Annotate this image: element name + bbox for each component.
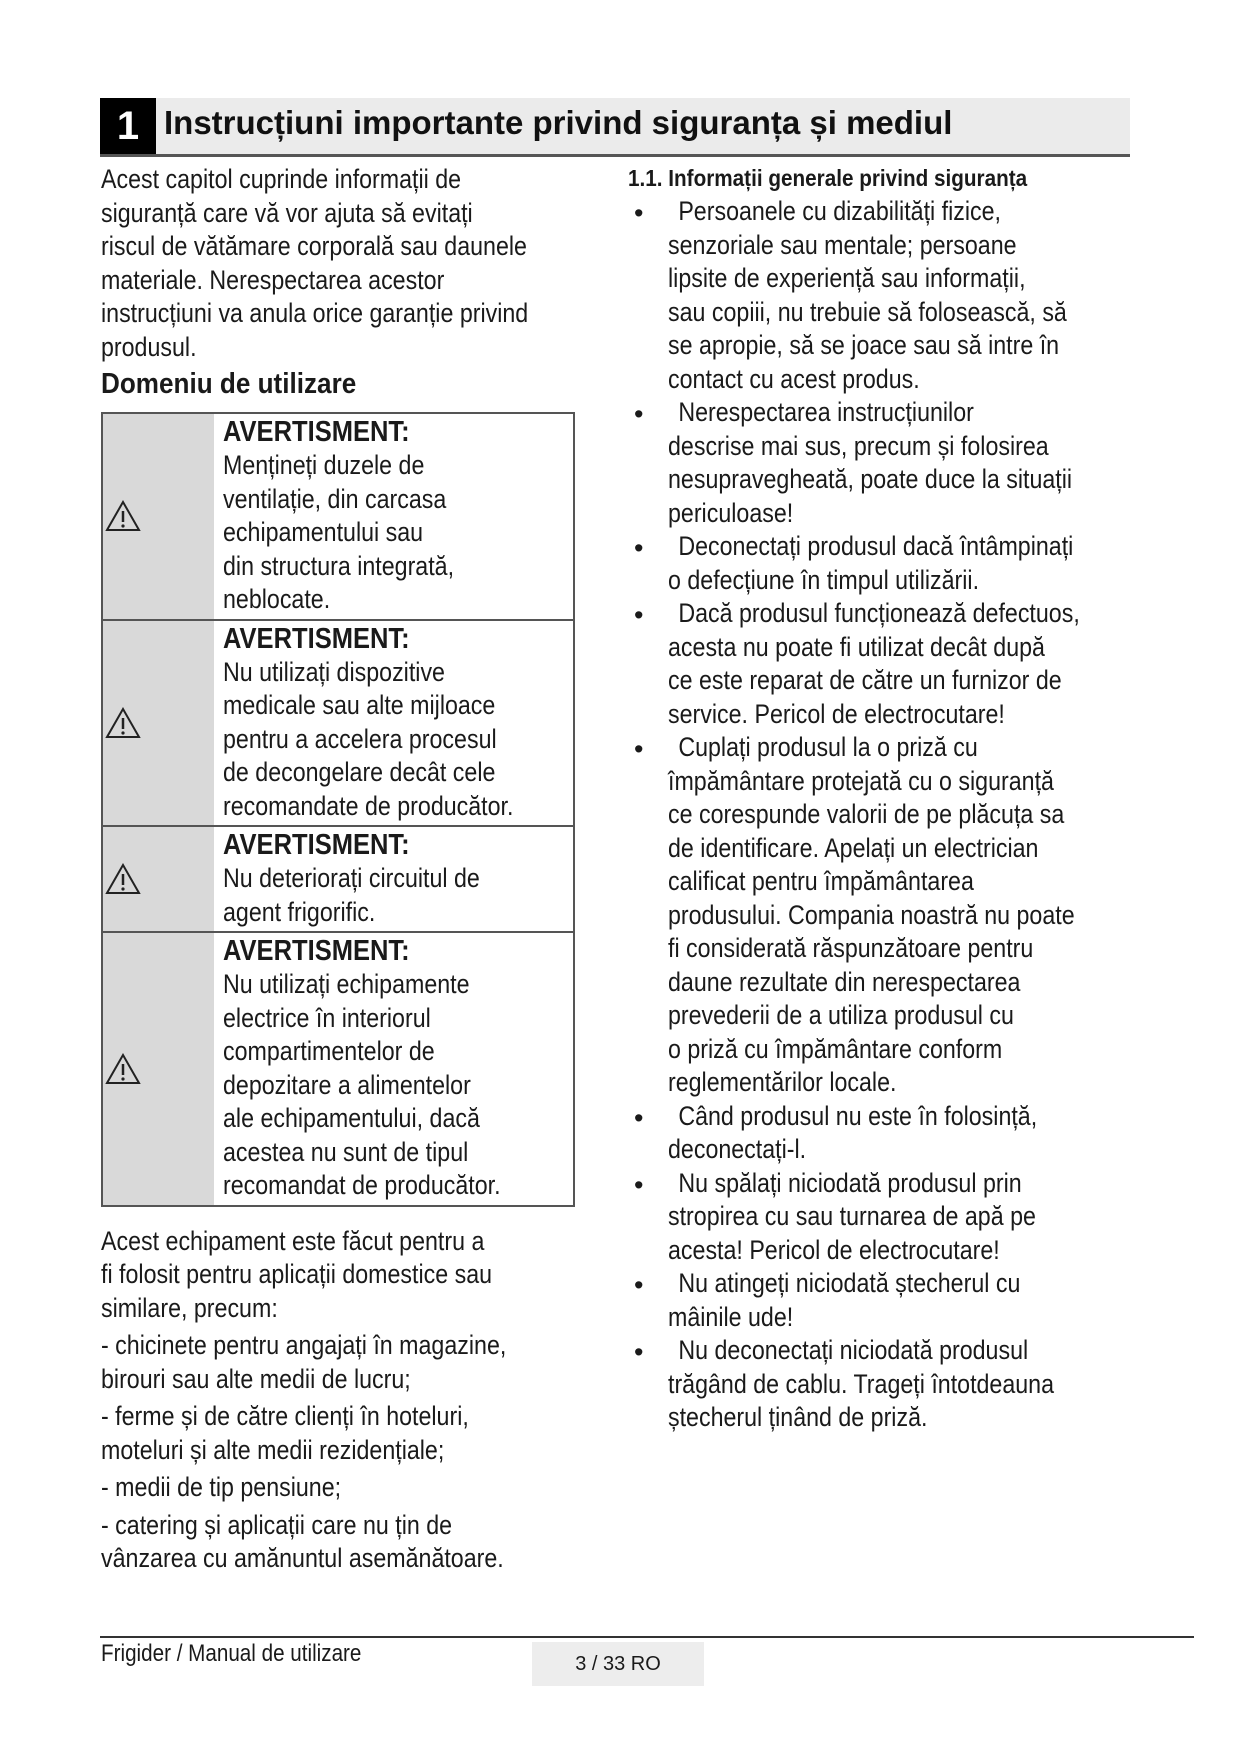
safety-bullet-item: [628, 396, 1148, 530]
bullet-line: Deconectați produsul dacă întâmpinați: [678, 531, 1074, 561]
bullet-line: reglementărilor locale.: [668, 1067, 897, 1097]
safety-bullet-item: [628, 1167, 1148, 1268]
warning-line: Nu deteriorați circuitul de: [223, 863, 480, 893]
warning-label: AVERTISMENT:: [223, 416, 410, 448]
warning-triangle-icon: [105, 500, 141, 532]
bullet-line: sau copiii, nu trebuie să folosească, să: [668, 296, 1067, 327]
usage-item-line: moteluri și alte medii rezidențiale;: [101, 1434, 445, 1465]
safety-bullet-item: [628, 1267, 1148, 1334]
safety-bullet-item: [628, 1334, 1148, 1435]
bullet-line: de identificare. Apelați un electrician: [668, 832, 1039, 863]
usage-line: similare, precum:: [101, 1292, 278, 1323]
usage-line: Acest echipament este făcut pentru a: [101, 1225, 485, 1256]
bullet-line: service. Pericol de electrocutare!: [668, 698, 1005, 729]
footer-divider: [100, 1636, 1194, 1638]
warning-line: de decongelare decât cele: [223, 757, 496, 787]
warning-line: depozitare a alimentelor: [223, 1069, 471, 1100]
safety-bullet-item: [628, 731, 1148, 1100]
bullet-line: acesta! Pericol de electrocutare!: [668, 1234, 1000, 1265]
warning-line: neblocate.: [223, 584, 331, 614]
bullet-line: Nu deconectați niciodată produsul: [678, 1335, 1029, 1365]
warning-line: acestea nu sunt de tipul: [223, 1136, 469, 1167]
usage-paragraph: [101, 1225, 601, 1326]
bullet-line: fi considerată răspunzătoare pentru: [668, 933, 1034, 963]
bullet-line: daune rezultate din nerespectarea: [668, 966, 1021, 997]
usage-item-line: birouri sau alte medii de lucru;: [101, 1363, 411, 1394]
bullet-line: ce corespunde valorii de pe plăcuța sa: [668, 799, 1065, 829]
warning-row: [103, 825, 573, 931]
bullet-dot: •: [634, 1270, 644, 1300]
safety-bullet-item: [628, 597, 1148, 731]
bullet-line: prevederii de a utiliza produsul cu: [668, 1000, 1014, 1030]
warning-line: ventilație, din carcasa: [223, 483, 447, 514]
bullet-line: descrise mai sus, precum și folosirea: [668, 430, 1049, 461]
bullet-dot: •: [634, 399, 644, 429]
bullet-line: o priză cu împământare conform: [668, 1033, 1003, 1064]
warning-line: pentru a accelera procesul: [223, 723, 497, 754]
warning-line: recomandate de producător.: [223, 790, 514, 821]
bullet-line: nesupravegheată, poate duce la situații: [668, 464, 1073, 494]
chapter-header: [100, 98, 1130, 157]
bullet-line: Nerespectarea instrucțiunilor: [678, 397, 974, 427]
bullet-line: ștecherul ținând de priză.: [668, 1402, 928, 1432]
bullet-line: ce este reparat de către un furnizor de: [668, 665, 1062, 695]
warning-line: electrice în interiorul: [223, 1002, 431, 1033]
warning-line: ale echipamentului, dacă: [223, 1103, 480, 1133]
intro-paragraph: [101, 163, 601, 364]
intro-line: produsul.: [101, 331, 197, 362]
warning-label: AVERTISMENT:: [223, 935, 410, 967]
usage-line: fi folosit pentru aplicații domestice sau: [101, 1259, 493, 1289]
warning-line: recomandat de producător.: [223, 1170, 501, 1200]
warning-row: [103, 619, 573, 826]
warning-row: [103, 414, 573, 619]
bullet-line: se apropie, să se joace sau să intre în: [668, 330, 1060, 360]
intro-line: materiale. Nerespectarea acestor: [101, 264, 445, 295]
warning-line: Nu utilizați dispozitive: [223, 656, 445, 687]
safety-bullet-list: [628, 195, 1148, 1435]
warning-text: [214, 414, 573, 619]
right-column: [628, 163, 1148, 1435]
page-number: 3 / 33 RO: [532, 1642, 704, 1686]
safety-bullet-item: [628, 1100, 1148, 1167]
bullet-dot: •: [634, 1169, 644, 1200]
warning-triangle-icon: [105, 863, 141, 895]
warning-line: Mențineți duzele de: [223, 450, 425, 480]
bullet-dot: •: [634, 600, 644, 630]
warning-row: [103, 931, 573, 1205]
bullet-line: contact cu acest produs.: [668, 363, 920, 394]
footer-title: Frigider / Manual de utilizare: [101, 1640, 362, 1667]
warning-text: [214, 827, 573, 931]
usage-item: [101, 1400, 601, 1467]
bullet-line: calificat pentru împământarea: [668, 866, 974, 896]
intro-line: Acest capitol cuprinde informații de: [101, 164, 462, 194]
warning-line: agent frigorific.: [223, 896, 376, 927]
usage-item-line: vânzarea cu amănuntul asemănătoare.: [101, 1543, 504, 1573]
warning-icon-cell: [103, 414, 214, 619]
bullet-line: Nu atingeți niciodată ștecherul cu: [678, 1268, 1021, 1298]
warning-triangle-icon: [105, 1053, 141, 1085]
warning-triangle-icon: [105, 707, 141, 739]
intro-line: siguranță care vă vor ajuta să evitați: [101, 197, 473, 228]
usage-item-line: - medii de tip pensiune;: [101, 1472, 342, 1502]
warning-label: AVERTISMENT:: [223, 622, 410, 655]
bullet-line: trăgând de cablu. Trageți întotdeauna: [668, 1368, 1055, 1399]
warning-line: din structura integrată,: [223, 550, 455, 581]
bullet-line: Dacă produsul funcționează defectuos,: [678, 598, 1080, 628]
usage-item-line: - catering și aplicații care nu țin de: [101, 1509, 453, 1540]
bullet-line: periculoase!: [668, 497, 794, 528]
bullet-line: deconectați-l.: [668, 1134, 807, 1164]
warning-line: echipamentului sau: [223, 517, 424, 547]
usage-item: [101, 1329, 601, 1396]
bullet-dot: •: [634, 1337, 644, 1367]
bullet-dot: •: [634, 198, 644, 228]
intro-line: instrucțiuni va anula orice garanție privind: [101, 298, 529, 328]
warning-icon-cell: [103, 933, 214, 1205]
safety-bullet-item: [628, 530, 1148, 597]
warning-icon-cell: [103, 827, 214, 931]
usage-item: [101, 1509, 601, 1576]
bullet-line: lipsite de experiență sau informații,: [668, 263, 1026, 293]
bullet-line: stropirea cu sau turnarea de apă pe: [668, 1201, 1036, 1231]
intro-line: riscul de vătămare corporală sau daunele: [101, 231, 527, 261]
bullet-line: produsului. Compania noastră nu poate: [668, 899, 1075, 930]
warning-line: Nu utilizați echipamente: [223, 969, 470, 999]
warning-line: medicale sau alte mijloace: [223, 690, 496, 720]
warning-icon-cell: [103, 621, 214, 826]
warning-line: compartimentelor de: [223, 1036, 435, 1066]
bullet-line: Nu spălați niciodată produsul prin: [678, 1167, 1022, 1198]
bullet-dot: •: [634, 533, 644, 563]
bullet-line: împământare protejată cu o siguranță: [668, 765, 1054, 796]
usage-heading: Domeniu de utilizare: [101, 368, 357, 400]
usage-item: [101, 1471, 601, 1505]
bullet-line: Când produsul nu este în folosință,: [678, 1100, 1038, 1131]
warning-table: [101, 412, 575, 1207]
warning-label: AVERTISMENT:: [223, 829, 410, 861]
left-column: [101, 163, 601, 1576]
bullet-line: Cuplați produsul la o priză cu: [678, 732, 978, 762]
chapter-number: 1: [100, 98, 156, 154]
chapter-title: Instrucțiuni importante privind siguranța și mediul: [164, 104, 953, 141]
bullet-line: o defecțiune în timpul utilizării.: [668, 564, 980, 595]
usage-item-line: - chicinete pentru angajați în magazine,: [101, 1330, 507, 1360]
warning-text: [214, 933, 573, 1205]
section-title: 1.1. Informații generale privind siguranța: [628, 165, 1028, 191]
bullet-line: acesta nu poate fi utilizat decât după: [668, 631, 1045, 662]
bullet-line: senzoriale sau mentale; persoane: [668, 229, 1017, 260]
safety-bullet-item: [628, 195, 1148, 396]
usage-item-line: - ferme și de către clienți în hoteluri,: [101, 1401, 469, 1431]
warning-text: [214, 621, 573, 826]
bullet-line: Persoanele cu dizabilități fizice,: [678, 196, 1001, 226]
bullet-dot: •: [634, 734, 644, 764]
bullet-dot: •: [634, 1102, 644, 1133]
bullet-line: mâinile ude!: [668, 1301, 794, 1332]
